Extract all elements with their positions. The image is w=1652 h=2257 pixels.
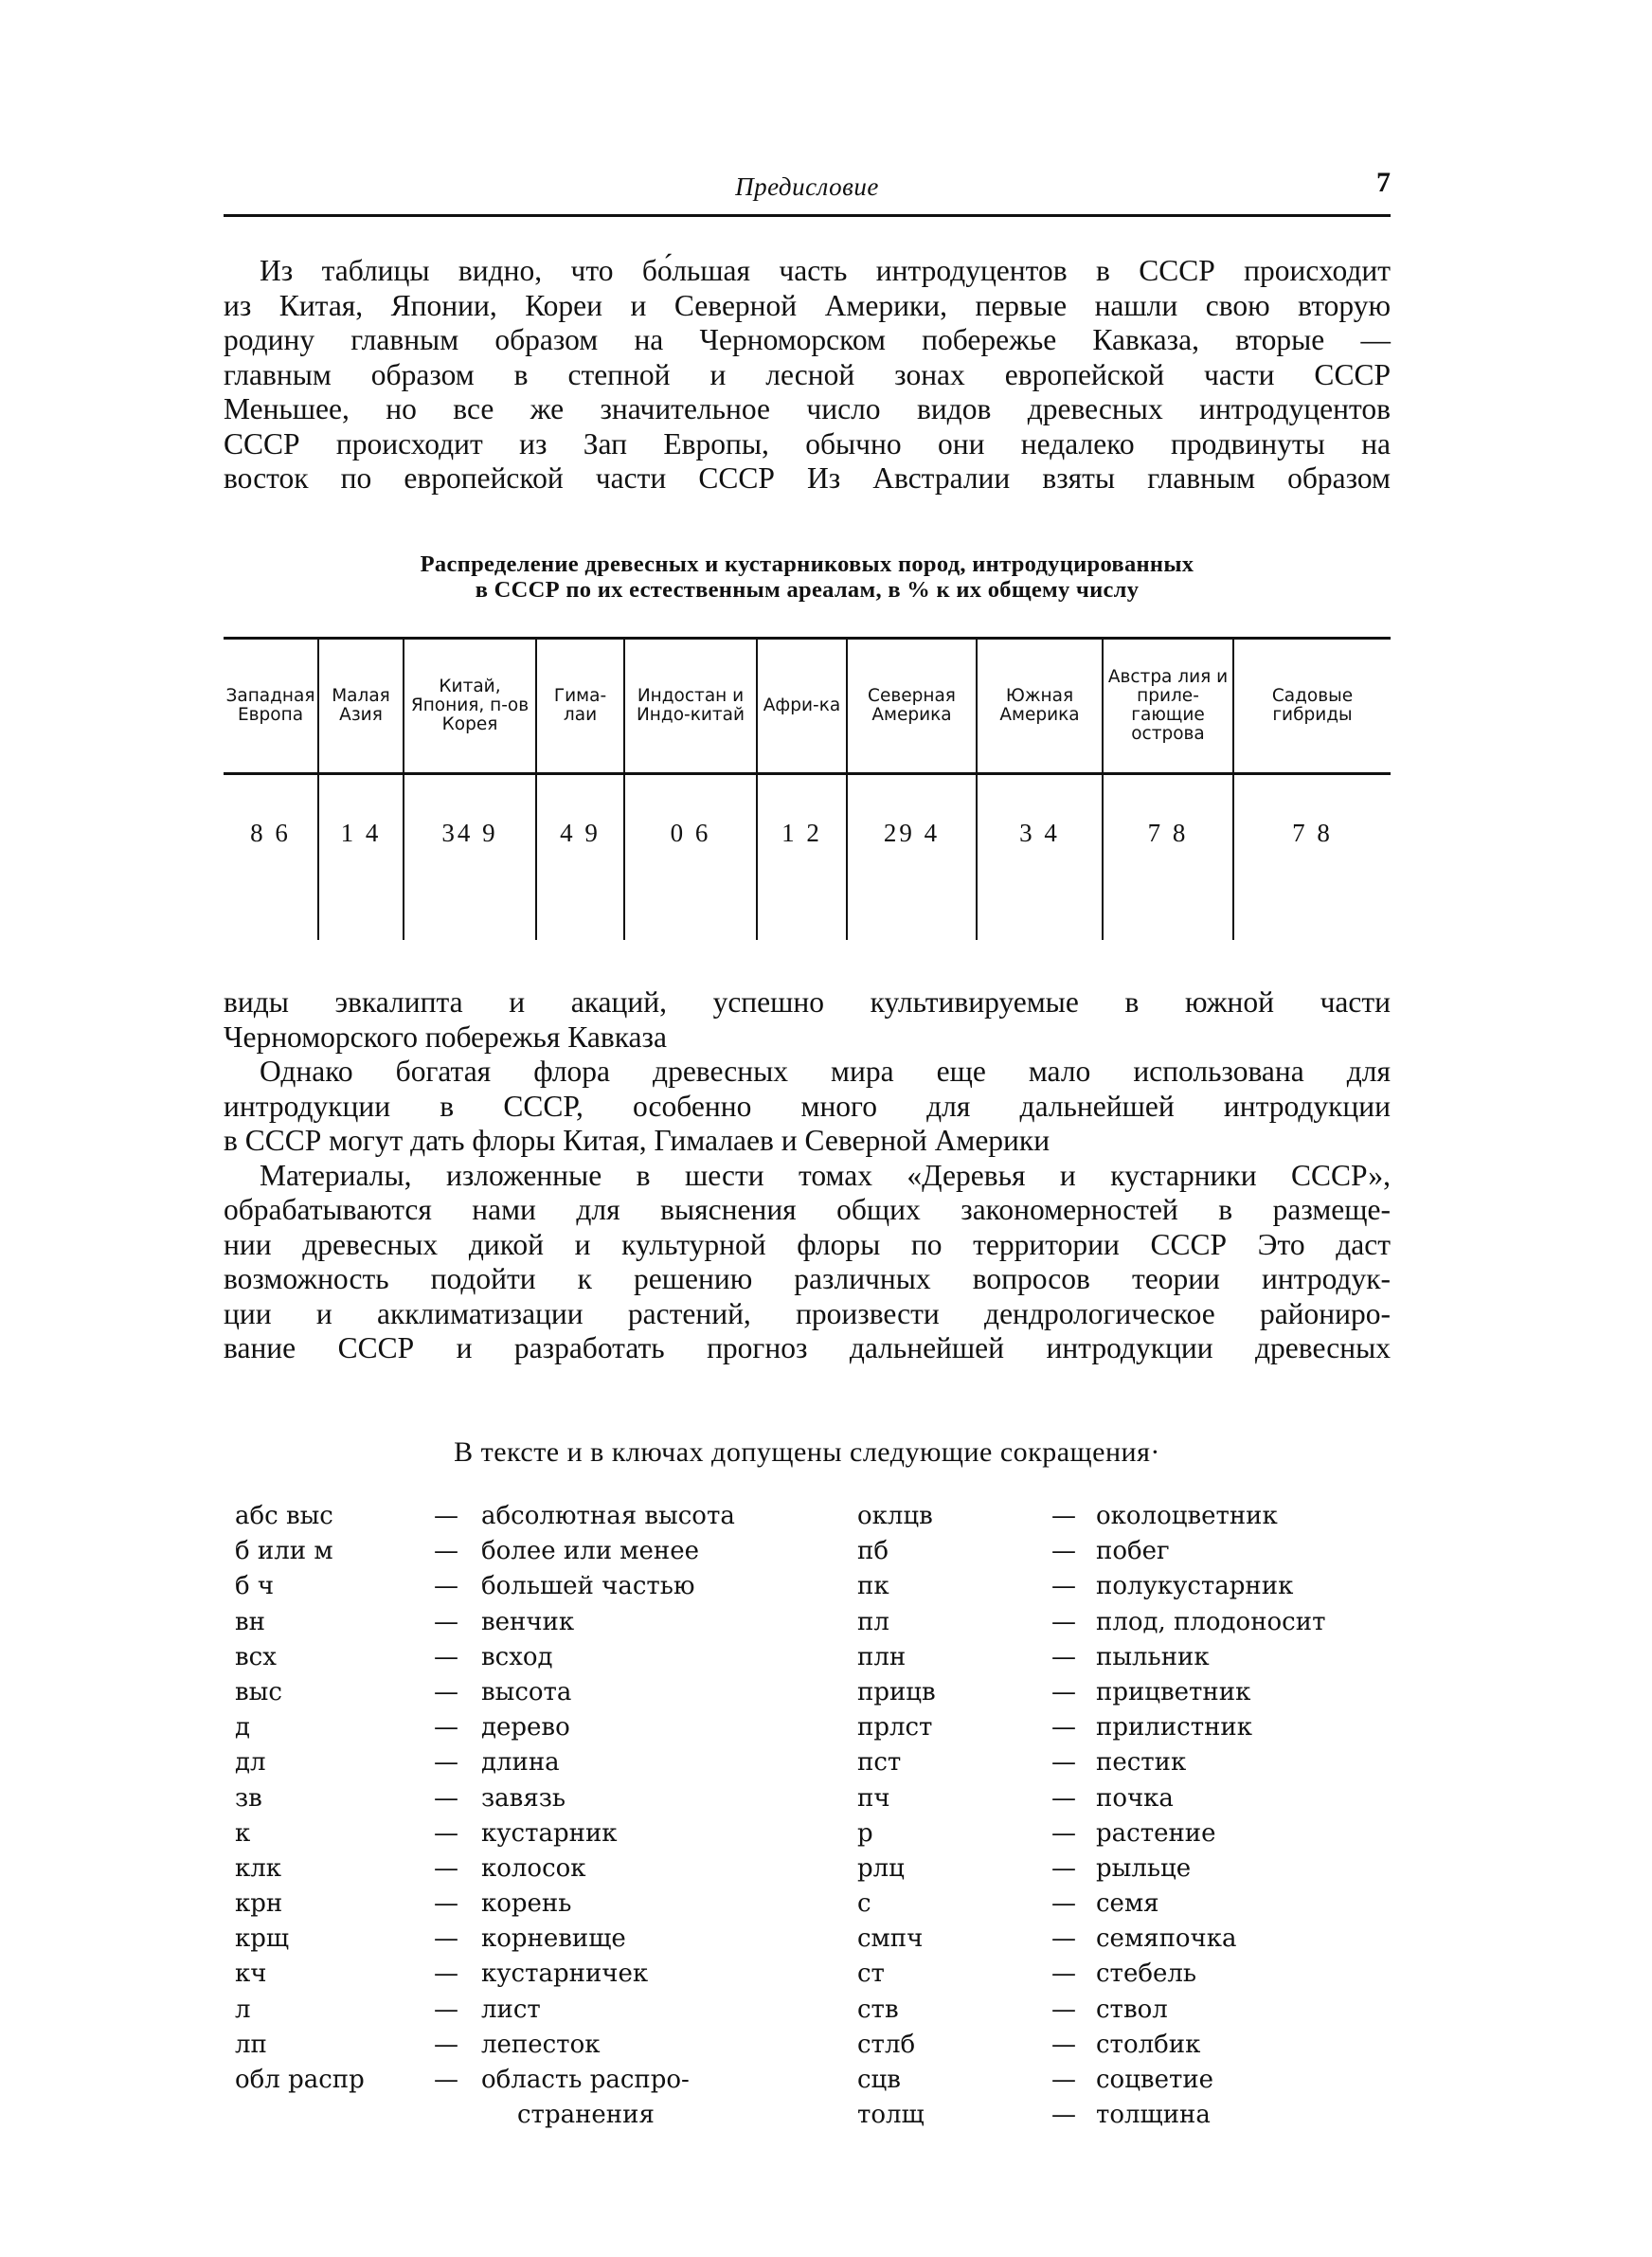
abbreviation-row <box>235 2098 822 2133</box>
abbreviation-meaning: прицветник <box>1096 1677 1251 1706</box>
abbreviation-key: смпч <box>857 1924 924 1954</box>
abbreviation-meaning: завязь <box>481 1783 566 1813</box>
text-line: Материалы, изложенные в шести томах «Деревья и кустарники СССР», <box>260 1158 1391 1192</box>
abbreviation-key: выс <box>235 1677 282 1706</box>
abbreviation-row <box>857 1887 1397 1922</box>
column-header: Гима-лаи <box>536 639 624 774</box>
abbreviation-meaning: высота <box>481 1677 572 1706</box>
abbreviation-key: к <box>235 1818 251 1848</box>
em-dash: — <box>1051 1537 1076 1566</box>
abbreviation-key: обл распр <box>235 2066 365 2094</box>
abbreviation-key: р <box>857 1818 873 1848</box>
abbreviation-meaning: длина <box>481 1748 560 1778</box>
abbreviation-row <box>235 1640 822 1675</box>
abbreviation-key: б или м <box>235 1537 333 1566</box>
em-dash: — <box>1051 1502 1076 1530</box>
abbreviation-key: толщ <box>857 2101 925 2130</box>
running-title: Предисловие <box>735 172 879 201</box>
em-dash: — <box>434 1677 458 1706</box>
table-cell-value: 1 2 <box>757 774 847 941</box>
abbreviation-key: ств <box>857 1995 899 2024</box>
abbreviation-row <box>235 1534 822 1569</box>
abbreviation-row <box>857 1745 1397 1780</box>
table-cell-value: 34 9 <box>404 774 536 941</box>
abbreviation-key: кч <box>235 1959 267 1989</box>
em-dash: — <box>1051 1995 1076 2024</box>
table-caption <box>224 551 1391 603</box>
em-dash: — <box>434 1607 458 1636</box>
abbreviation-row <box>857 1534 1397 1569</box>
column-header: Садовые гибриды <box>1233 639 1391 774</box>
abbreviation-row <box>857 1781 1397 1816</box>
text-line: из Китая, Японии, Кореи и Северной Америки, первые нашли свою вторую <box>224 288 1391 322</box>
em-dash: — <box>1051 1713 1076 1742</box>
em-dash: — <box>1051 1959 1076 1989</box>
abbreviation-row <box>857 2098 1397 2133</box>
text-line: нии древесных дикой и культурной флоры по территории СССР Это даст <box>224 1227 1391 1261</box>
paragraph-intro <box>224 254 1391 497</box>
abbreviation-meaning: кустарничек <box>481 1959 649 1989</box>
em-dash: — <box>434 1959 458 1989</box>
text-line: виды эвкалипта и акаций, успешно культивируемые в южной части <box>224 985 1391 1019</box>
em-dash: — <box>1051 1607 1076 1636</box>
em-dash: — <box>1051 2101 1076 2130</box>
table-caption-line: Распределение древесных и кустарниковых пород, интродуцированных <box>420 551 1194 577</box>
column-header: Китай, Япония, п-ов Корея <box>404 639 536 774</box>
abbreviation-meaning: пыльник <box>1096 1642 1210 1671</box>
abbreviation-row <box>857 1993 1397 2028</box>
text-line: Черноморского побережья Кавказа <box>224 1020 667 1054</box>
abbreviation-key: пк <box>857 1572 889 1601</box>
text-line: в СССР могут дать флоры Китая, Гималаев и Северной Америки <box>224 1124 1050 1157</box>
em-dash: — <box>1051 1783 1076 1813</box>
em-dash: — <box>1051 1889 1076 1919</box>
abbreviation-meaning: столбик <box>1096 2030 1201 2059</box>
abbreviation-row <box>857 1675 1397 1710</box>
abbreviation-row <box>857 1957 1397 1992</box>
abbreviation-row <box>235 1922 822 1957</box>
abbreviation-meaning: корневище <box>481 1924 626 1954</box>
abbreviation-meaning: большей частью <box>481 1572 695 1601</box>
table-header-row <box>224 639 1391 774</box>
abbreviation-row <box>235 1745 822 1780</box>
abbreviation-row <box>235 1993 822 2028</box>
abbreviation-key: б ч <box>235 1572 275 1601</box>
abbreviation-row <box>235 1957 822 1992</box>
abbreviation-meaning: побег <box>1096 1537 1170 1566</box>
table-row <box>224 774 1391 941</box>
text-line: СССР происходит из Зап Европы, обычно они недалеко продвинуты на <box>224 426 1391 460</box>
em-dash: — <box>434 1537 458 1566</box>
text-line: интродукции в СССР, особенно много для дальнейшей интродукции <box>224 1089 1391 1123</box>
column-header: Индостан и Индо-китай <box>624 639 757 774</box>
table-cell-value: 1 4 <box>318 774 404 941</box>
text-line: Меньшее, но все же значительное число видов древесных интродуцентов <box>224 392 1391 425</box>
em-dash: — <box>1051 1818 1076 1848</box>
abbreviation-key: стлб <box>857 2030 916 2059</box>
text-line: возможность подойти к решению различных вопросов теории интродук- <box>224 1262 1391 1295</box>
text-line: Из таблицы видно, что бо́льшая часть интродуцентов в СССР происходит <box>260 254 1391 287</box>
em-dash: — <box>434 1853 458 1883</box>
page-number: 7 <box>1376 167 1391 198</box>
column-header: Малая Азия <box>318 639 404 774</box>
abbreviation-meaning: колосок <box>481 1853 586 1883</box>
abbreviation-meaning: растение <box>1096 1818 1216 1848</box>
abbreviation-meaning: лепесток <box>481 2030 601 2059</box>
abbreviation-meaning: абсолютная высота <box>481 1502 735 1530</box>
abbreviation-row <box>857 2063 1397 2098</box>
column-header: Западная Европа <box>225 686 315 725</box>
paragraph-continuation <box>224 985 1391 1366</box>
abbreviation-meaning: ствол <box>1096 1995 1168 2024</box>
abbreviation-key: пб <box>857 1537 889 1566</box>
column-header: Южная Америка <box>977 639 1103 774</box>
abbreviation-key: с <box>857 1889 871 1919</box>
abbreviation-meaning: соцветие <box>1096 2066 1214 2094</box>
abbreviation-meaning: корень <box>481 1889 572 1919</box>
em-dash: — <box>434 2066 458 2094</box>
abbreviation-meaning: лист <box>481 1995 541 2024</box>
abbreviation-row <box>235 2028 822 2063</box>
abbreviation-meaning: толщина <box>1096 2101 1211 2130</box>
abbreviation-key: вн <box>235 1607 265 1636</box>
text-line: главным образом в степной и лесной зонах европейской части СССР <box>224 357 1391 391</box>
abbreviation-meaning: странения <box>517 2101 655 2130</box>
abbreviation-meaning: семяпочка <box>1096 1924 1237 1954</box>
em-dash: — <box>434 1924 458 1954</box>
table-cell-value: 7 8 <box>1103 774 1233 941</box>
abbreviation-key: прлст <box>857 1713 933 1742</box>
abbreviation-key: абс выс <box>235 1502 333 1530</box>
em-dash: — <box>434 1748 458 1778</box>
running-head <box>224 167 1391 212</box>
abbreviation-meaning: околоцветник <box>1096 1502 1278 1530</box>
text-line: восток по европейской части СССР Из Австралии взяты главным образом <box>224 461 1391 495</box>
abbreviation-meaning: почка <box>1096 1783 1174 1813</box>
abbreviation-row <box>235 1816 822 1851</box>
abbreviation-key: оклцв <box>857 1502 933 1530</box>
em-dash: — <box>434 1889 458 1919</box>
abbreviation-row <box>235 1605 822 1640</box>
abbreviation-row <box>235 1851 822 1887</box>
abbreviation-key: клк <box>235 1853 282 1883</box>
abbreviation-key: крн <box>235 1889 283 1919</box>
table-cell-value: 4 9 <box>536 774 624 941</box>
column-header: Афри-ка <box>757 639 847 774</box>
em-dash: — <box>434 1713 458 1742</box>
abbreviation-key: всх <box>235 1642 277 1671</box>
abbreviation-row <box>857 1499 1397 1534</box>
text-line: родину главным образом на Черноморском побережье Кавказа, вторые — <box>224 323 1391 356</box>
table-cell-value: 3 4 <box>977 774 1103 941</box>
em-dash: — <box>1051 1748 1076 1778</box>
abbreviation-row <box>235 1887 822 1922</box>
em-dash: — <box>434 1572 458 1601</box>
em-dash: — <box>1051 1677 1076 1706</box>
abbreviation-key: дл <box>235 1748 266 1778</box>
em-dash: — <box>434 1642 458 1671</box>
em-dash: — <box>434 2030 458 2059</box>
abbreviation-meaning: пестик <box>1096 1748 1187 1778</box>
abbreviation-meaning: область распро- <box>481 2066 690 2094</box>
abbreviation-row <box>235 1569 822 1604</box>
abbreviation-meaning: венчик <box>481 1607 575 1636</box>
abbreviation-key: рлц <box>857 1853 905 1883</box>
abbreviation-meaning: дерево <box>481 1713 570 1742</box>
abbreviation-key: пст <box>857 1748 902 1778</box>
abbreviation-row <box>857 1816 1397 1851</box>
em-dash: — <box>434 1995 458 2024</box>
abbreviation-row <box>857 2028 1397 2063</box>
em-dash: — <box>1051 2030 1076 2059</box>
abbreviation-key: пч <box>857 1783 890 1813</box>
abbreviation-meaning: рыльце <box>1096 1853 1192 1883</box>
abbreviation-key: плн <box>857 1642 907 1671</box>
abbreviation-key: прицв <box>857 1677 936 1706</box>
text-line: ции и акклиматизации растений, произвести дендрологическое райониро- <box>224 1296 1391 1330</box>
abbreviation-key: зв <box>235 1783 262 1813</box>
text-line: обрабатываются нами для выяснения общих закономерностей в размеще- <box>224 1193 1391 1226</box>
em-dash: — <box>1051 2066 1076 2094</box>
abbreviation-row <box>235 2063 822 2098</box>
abbreviation-meaning: более или менее <box>481 1537 700 1566</box>
abbreviations-heading: В тексте и в ключах допущены следующие сокращения· <box>454 1436 1160 1468</box>
table-cell-value: 29 4 <box>847 774 977 941</box>
em-dash: — <box>1051 1924 1076 1954</box>
abbreviation-row <box>857 1851 1397 1887</box>
abbreviation-row <box>235 1675 822 1710</box>
abbreviation-meaning: кустарник <box>481 1818 618 1848</box>
abbreviation-row <box>857 1605 1397 1640</box>
abbreviation-row <box>857 1640 1397 1675</box>
em-dash: — <box>434 1783 458 1813</box>
table-cell-value: 0 6 <box>624 774 757 941</box>
abbreviation-row <box>857 1569 1397 1604</box>
abbreviation-row <box>235 1781 822 1816</box>
abbreviation-key: ст <box>857 1959 885 1989</box>
distribution-table <box>224 637 1391 940</box>
em-dash: — <box>434 1502 458 1530</box>
abbreviation-row <box>235 1710 822 1745</box>
abbreviation-key: пл <box>857 1607 889 1636</box>
table-cell-value: 8 6 <box>250 819 291 847</box>
text-line: вание СССР и разработать прогноз дальнейшей интродукции древесных <box>224 1331 1391 1364</box>
abbreviation-meaning: полукустарник <box>1096 1572 1294 1601</box>
column-header: Северная Америка <box>847 639 977 774</box>
abbreviation-key: л <box>235 1995 251 2024</box>
text-line: Однако богатая флора древесных мира еще мало использована для <box>260 1055 1391 1088</box>
abbreviation-meaning: плод, плодоносит <box>1096 1607 1326 1636</box>
column-header: Австра лия и приле-гающие острова <box>1103 639 1233 774</box>
abbreviation-row <box>857 1922 1397 1957</box>
abbreviation-key: крщ <box>235 1924 290 1954</box>
abbreviation-row <box>235 1499 822 1534</box>
em-dash: — <box>434 1818 458 1848</box>
abbreviation-meaning: прилистник <box>1096 1713 1253 1742</box>
header-rule <box>224 214 1391 217</box>
abbreviation-meaning: семя <box>1096 1889 1159 1919</box>
abbreviation-meaning: стебель <box>1096 1959 1197 1989</box>
abbreviation-key: д <box>235 1713 251 1742</box>
abbreviations-list-left <box>235 1499 822 2133</box>
abbreviation-key: сцв <box>857 2066 901 2094</box>
abbreviations-list-right <box>857 1499 1397 2133</box>
table-caption-line: в СССР по их естественным ареалам, в % к их общему числу <box>475 577 1140 603</box>
em-dash: — <box>1051 1572 1076 1601</box>
abbreviation-meaning: всход <box>481 1642 553 1671</box>
em-dash: — <box>1051 1853 1076 1883</box>
em-dash: — <box>1051 1642 1076 1671</box>
abbreviation-key: лп <box>235 2030 267 2059</box>
table-cell-value: 7 8 <box>1233 774 1391 941</box>
abbreviation-row <box>857 1710 1397 1745</box>
